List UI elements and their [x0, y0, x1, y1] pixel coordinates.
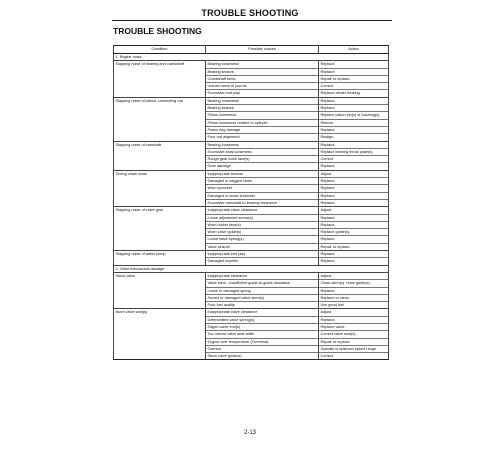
cause-cell: Bearing seizure	[206, 68, 319, 75]
condition-cell	[114, 236, 206, 243]
condition-cell: Stuck valve	[114, 272, 206, 279]
action-cell: Rebore.	[319, 119, 389, 126]
condition-cell	[114, 214, 206, 221]
condition-cell	[114, 178, 206, 185]
condition-cell	[114, 294, 206, 301]
condition-cell	[114, 331, 206, 338]
cause-cell: Loose valve spring(s)	[206, 236, 319, 243]
action-cell: Replace.	[319, 185, 389, 192]
cause-cell: Deteriorated valve spring(s)	[206, 316, 319, 323]
cause-cell: Overrun	[206, 345, 319, 352]
condition-cell	[114, 148, 206, 155]
cause-cell: Piston looseness relative to cylinder	[206, 119, 319, 126]
condition-cell	[114, 112, 206, 119]
action-cell: Correct.	[319, 83, 389, 90]
section-row	[114, 54, 389, 61]
page-number: 2-13	[243, 430, 256, 436]
table-row	[114, 338, 389, 345]
cause-cell: Seized or damaged valve stem(s)	[206, 294, 319, 301]
condition-cell	[114, 199, 206, 206]
condition-cell	[114, 134, 206, 141]
action-cell: Adjust.	[319, 170, 389, 177]
table-row	[114, 134, 389, 141]
condition-cell	[114, 258, 206, 265]
action-cell: Use good fuel.	[319, 302, 389, 309]
table-row	[114, 345, 389, 352]
table-row	[114, 214, 389, 221]
condition-cell	[114, 302, 206, 309]
table-row	[114, 258, 389, 265]
cause-cell: Crankshaft bend	[206, 75, 319, 82]
action-cell: Replace.	[319, 236, 389, 243]
cause-cell: Inappropriate tension	[206, 170, 319, 177]
table-row	[114, 112, 389, 119]
action-cell: Adjust.	[319, 272, 389, 279]
table-row	[114, 316, 389, 323]
condition-cell	[114, 119, 206, 126]
condition-cell	[114, 192, 206, 199]
action-cell: Correct.	[319, 156, 389, 163]
condition-cell: Slapping noise of piston, connecting rod	[114, 97, 206, 104]
table-row	[114, 61, 389, 68]
cause-cell: Gear damage	[206, 163, 319, 170]
condition-cell	[114, 105, 206, 112]
page-header-title: TROUBLE SHOOTING	[201, 8, 299, 18]
condition-cell	[114, 126, 206, 133]
cause-cell: Inappropriate valve clearance	[206, 309, 319, 316]
table-row	[114, 178, 389, 185]
table-row	[114, 331, 389, 338]
action-cell: Clean stem(s), ream guide(s).	[319, 280, 389, 287]
action-cell: Replace.	[319, 141, 389, 148]
condition-cell: Slapping noise of bearing and crankshaft	[114, 61, 206, 68]
condition-cell	[114, 353, 206, 360]
condition-cell: Burnt valve seat(s)	[114, 309, 206, 316]
action-cell: Replace bearing thrust plate(s).	[319, 148, 389, 155]
action-cell: Repair or replace.	[319, 338, 389, 345]
action-cell: Replace.	[319, 178, 389, 185]
section-row	[114, 265, 389, 272]
cause-cell: Inappropriate clearance	[206, 272, 319, 279]
action-cell: Replace.	[319, 316, 389, 323]
cause-cell: Poor fuel quality	[206, 302, 319, 309]
cause-cell: Damaged or sagged chain	[206, 178, 319, 185]
trouble-shooting-table	[113, 45, 389, 360]
cause-cell: Valve seizure	[206, 243, 319, 250]
condition-cell: Timing chain noise	[114, 170, 206, 177]
table-row	[114, 156, 389, 163]
table-row	[114, 309, 389, 316]
condition-cell	[114, 287, 206, 294]
action-cell: Replace center bearing.	[319, 90, 389, 97]
action-cell: Correct valve seat(s).	[319, 331, 389, 338]
table-row	[114, 287, 389, 294]
action-cell: Replace.	[319, 199, 389, 206]
action-cell: Operate in optimum speed range.	[319, 345, 389, 352]
action-cell: Correct.	[319, 353, 389, 360]
table-row	[114, 207, 389, 214]
header-rule	[112, 20, 392, 21]
action-cell: Adjust.	[319, 309, 389, 316]
table-row	[114, 192, 389, 199]
table-row	[114, 236, 389, 243]
column-header-action: Action	[319, 46, 389, 54]
table-row	[114, 90, 389, 97]
condition-cell	[114, 75, 206, 82]
cause-cell: Damaged or loose tensioner	[206, 192, 319, 199]
condition-cell	[114, 345, 206, 352]
cause-cell: Loose or damaged spring	[206, 287, 319, 294]
table-row	[114, 119, 389, 126]
cause-cell: Excessive end play	[206, 90, 319, 97]
cause-cell: Excessive axial looseness	[206, 148, 319, 155]
condition-cell: Slapping noise of valve gear	[114, 207, 206, 214]
table-row	[114, 221, 389, 228]
table-row	[114, 199, 389, 206]
condition-cell	[114, 185, 206, 192]
action-cell: Replace.	[319, 61, 389, 68]
section-title: TROUBLE SHOOTING	[113, 26, 202, 36]
condition-cell	[114, 90, 206, 97]
cause-cell: Inappropriate end play	[206, 251, 319, 258]
condition-cell	[114, 156, 206, 163]
condition-cell	[114, 229, 206, 236]
column-header-condition: Condition	[114, 46, 206, 54]
table-row	[114, 68, 389, 75]
action-cell: Replace.	[319, 214, 389, 221]
cause-cell: Bearing seizure	[206, 105, 319, 112]
action-cell: Replace.	[319, 251, 389, 258]
action-cell: Replace.	[319, 192, 389, 199]
table-row	[114, 272, 389, 279]
condition-cell	[114, 280, 206, 287]
cause-cell: Rough gear tooth face(s)	[206, 156, 319, 163]
table-row	[114, 353, 389, 360]
table-row	[114, 163, 389, 170]
table-row	[114, 75, 389, 82]
table-row	[114, 280, 389, 287]
action-cell: Replace.	[319, 126, 389, 133]
table-row	[114, 302, 389, 309]
cause-cell: Piston ring damage	[206, 126, 319, 133]
cause-cell: Too narrow valve seat width	[206, 331, 319, 338]
action-cell: Repair or replace.	[319, 243, 389, 250]
table-row	[114, 141, 389, 148]
section-heading: 2. Other mechanical damage	[114, 265, 389, 272]
action-cell: Replace.	[319, 105, 389, 112]
cause-cell: Loose adjustment screw(s)	[206, 214, 319, 221]
cause-cell: Bearing looseness	[206, 141, 319, 148]
condition-cell	[114, 68, 206, 75]
table-header-row	[114, 46, 389, 54]
condition-cell	[114, 163, 206, 170]
action-cell: Replace.	[319, 163, 389, 170]
action-cell: Realign.	[319, 134, 389, 141]
action-cell: Replace piston pin(s) or bushing(s).	[319, 112, 389, 119]
table-row	[114, 323, 389, 330]
cause-cell: Damaged impeller	[206, 258, 319, 265]
cause-cell: Bearing looseness	[206, 97, 319, 104]
table-row	[114, 251, 389, 258]
action-cell: Replace.	[319, 258, 389, 265]
condition-cell	[114, 338, 206, 345]
cause-cell: Worn rocker face(s)	[206, 221, 319, 228]
table-row	[114, 126, 389, 133]
cause-cell: Bearing looseness	[206, 61, 319, 68]
condition-cell	[114, 83, 206, 90]
cause-cell: Poor rod alignment	[206, 134, 319, 141]
table-row	[114, 148, 389, 155]
table-row	[114, 185, 389, 192]
cause-cell: Edged valve end(s)	[206, 323, 319, 330]
condition-cell	[114, 221, 206, 228]
table-row	[114, 294, 389, 301]
condition-cell: Slapping noise of water pump	[114, 251, 206, 258]
cause-cell: Piston looseness	[206, 112, 319, 119]
table-body	[114, 54, 389, 360]
action-cell: Replace.	[319, 97, 389, 104]
cause-cell: Valve stem - insufficient guide-to-guide clearance	[206, 280, 319, 287]
cause-cell: Worn sprocket	[206, 185, 319, 192]
cause-cell: Inappropriate valve clearance	[206, 207, 319, 214]
table-row	[114, 83, 389, 90]
action-cell: Repair or replace.	[319, 75, 389, 82]
condition-cell	[114, 316, 206, 323]
cause-cell: Stuck valve guide(s)	[206, 353, 319, 360]
condition-cell	[114, 243, 206, 250]
condition-cell	[114, 323, 206, 330]
action-cell: Replace.	[319, 68, 389, 75]
table-row	[114, 243, 389, 250]
cause-cell: Engine over temperature (Overheat)	[206, 338, 319, 345]
column-header-possible-causes: Possible causes	[206, 46, 319, 54]
table-row	[114, 170, 389, 177]
action-cell: Replace valve.	[319, 323, 389, 330]
action-cell: Replace.	[319, 287, 389, 294]
cause-cell: Worn valve guide(s)	[206, 229, 319, 236]
action-cell: Replace or clean.	[319, 294, 389, 301]
table-row	[114, 105, 389, 112]
action-cell: Replace guide(s).	[319, 229, 389, 236]
cause-cell: Uneven wear of journal	[206, 83, 319, 90]
action-cell: Adjust.	[319, 207, 389, 214]
cause-cell: Excessive camshaft-to-bearing clearance	[206, 199, 319, 206]
action-cell: Replace.	[319, 221, 389, 228]
table-row	[114, 229, 389, 236]
condition-cell: Slapping noise of camshaft	[114, 141, 206, 148]
section-heading: 1. Engine noise	[114, 54, 389, 61]
table-row	[114, 97, 389, 104]
